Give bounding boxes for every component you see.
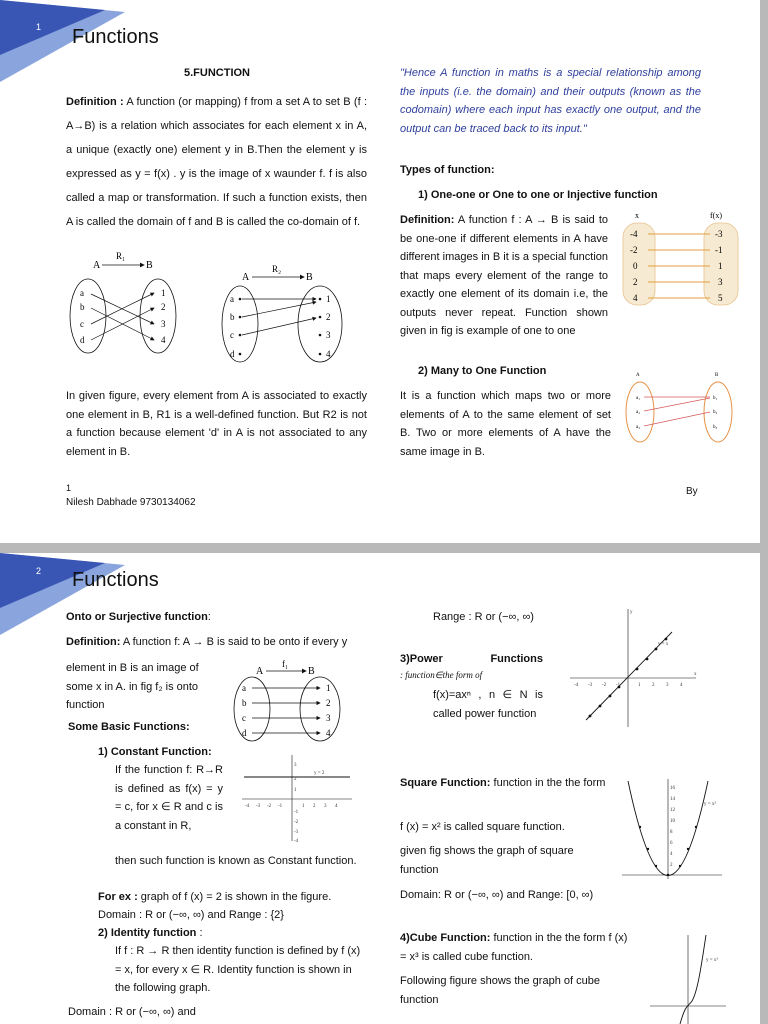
onto-right-4: 4: [326, 728, 331, 738]
square-text: function in the the form: [493, 777, 606, 789]
r1-right-1: 1: [161, 288, 166, 298]
r2-right-4: 4: [326, 349, 331, 359]
square-y-tick: 6: [670, 841, 673, 846]
cube-heading: 4)Cube Function:: [400, 932, 491, 944]
square-graph-text: given fig shows the graph of square function: [400, 845, 574, 876]
r1-label-r: R₁: [116, 251, 126, 261]
constant-y-tick: 2: [294, 777, 297, 782]
onto-heading: Onto or Surjective function: [66, 611, 208, 623]
one-one-label-fx: f(x): [710, 211, 722, 220]
cube-intro: [400, 929, 636, 966]
identity-x-tick: 1: [638, 683, 641, 688]
onto-heading-line: [66, 608, 211, 627]
square-y-tick: 16: [670, 786, 675, 791]
r2-label-a: A: [242, 272, 250, 283]
constant-x-tick: -3: [256, 804, 261, 809]
r1-right-3: 3: [161, 319, 166, 329]
one-one-left-3: 2: [633, 277, 638, 287]
identity-x-tick: 4: [680, 683, 683, 688]
constant-y-tick: -3: [294, 830, 299, 835]
identity-text: If f : R → R then identity function is defined by f (x) = x, for every x ∈ R. Identity function is shown in the following graph.: [115, 945, 361, 994]
onto-definition: [66, 633, 376, 652]
constant-graph-label: y = 2: [314, 771, 325, 776]
r2-label-b: B: [306, 272, 313, 283]
r1-right-4: 4: [161, 335, 166, 345]
r1-left-c: c: [80, 319, 84, 329]
power-sub: : function∈the form of: [400, 670, 483, 680]
square-y-tick: 4: [670, 852, 673, 857]
square-heading: Square Function:: [400, 777, 491, 789]
one-one-left-0: -4: [630, 229, 638, 239]
constant-function-graph: [232, 751, 357, 843]
relation-r2-diagram: [220, 262, 350, 372]
type1-heading: 1) One-one or One to one or Injective function: [418, 189, 658, 201]
many-one-right-0: b₁: [713, 396, 718, 401]
slide-title: Functions: [72, 569, 159, 591]
onto-right-3: 3: [326, 713, 331, 723]
type1-def-label: Definition:: [400, 214, 455, 226]
one-one-left-1: -2: [630, 245, 638, 255]
slide-title: Functions: [72, 26, 159, 48]
onto-def-text: A function f: A → B is said to be onto if every y: [122, 636, 348, 648]
power-heading: 3)Power Functions: [400, 653, 543, 665]
constant-x-tick: -1: [278, 804, 283, 809]
many-one-label-a: A: [636, 373, 640, 378]
onto-label-a: A: [256, 666, 264, 677]
constant-x-tick: 4: [335, 804, 338, 809]
square-y-tick: 2: [670, 863, 673, 868]
slide-2: [0, 553, 760, 1024]
onto-def-label: Definition:: [66, 636, 121, 648]
constant-x-tick: 2: [313, 804, 316, 809]
definition-label: Definition :: [66, 96, 124, 108]
onto-left-d: d: [242, 728, 247, 738]
r1-label-a: A: [93, 260, 101, 271]
r2-label-r: R₂: [272, 264, 282, 274]
constant-y-tick: -2: [294, 820, 299, 825]
constant-y-tick: 3: [294, 763, 297, 768]
many-one-right-2: b₃: [713, 425, 718, 430]
identity-x-tick: -4: [574, 683, 579, 688]
r1-left-b: b: [80, 302, 85, 312]
r2-left-c: c: [230, 330, 234, 340]
cube-text: function in the the form f (x) = x³ is called cube function.: [400, 932, 628, 963]
constant-example-text: graph of f (x) = 2 is shown in the figure.: [140, 891, 332, 903]
identity-domain: Domain : R or (−∞, ∞) and: [68, 1006, 196, 1018]
many-one-right-1: b₂: [713, 410, 718, 415]
square-y-tick: 8: [670, 830, 673, 835]
many-one-left-2: a₃: [636, 425, 640, 430]
r2-left-a: a: [230, 294, 234, 304]
identity-heading-line: [98, 924, 203, 943]
onto-def-text-2: element in B is an image of some x in A. in fig f₂ is onto function: [66, 662, 199, 711]
type1-definition: [400, 211, 608, 341]
constant-x-tick: -2: [267, 804, 272, 809]
onto-left-c: c: [242, 713, 246, 723]
figure-explanation: In given figure, every element from A is associated to exactly one element in B, R1 is a well-defined function. But R2 is not a function because element 'd' in A is not associated to any element in B.: [66, 390, 367, 458]
constant-text-1: If the function f: R→R is defined as f(x) = y = c, for x ∈ R and c is a constant in R,: [115, 764, 223, 832]
square-y-tick: 14: [670, 797, 675, 802]
one-one-left-2: 0: [633, 261, 638, 271]
square-y-tick: 12: [670, 808, 675, 813]
onto-label-f: f₁: [282, 659, 289, 669]
constant-heading: 1) Constant Function:: [98, 746, 212, 758]
constant-y-tick: -4: [294, 839, 299, 843]
onto-right-2: 2: [326, 698, 331, 708]
identity-x-tick: -2: [602, 683, 607, 688]
r2-right-3: 3: [326, 330, 331, 340]
r2-right-1: 1: [326, 294, 331, 304]
many-one-diagram: [620, 368, 740, 448]
square-formula: f (x) = x² is called square function.: [400, 821, 565, 833]
onto-colon: :: [207, 611, 211, 623]
square-y-tick: 10: [670, 819, 675, 824]
constant-x-tick: 1: [302, 804, 305, 809]
function-quote: "Hence A function in maths is a special relationship among the inputs (i.e. the domain) and their outputs (known as the codomain) where each input has exactly one output, and the output can be traced back to its input.": [400, 67, 701, 135]
one-one-diagram: [620, 208, 750, 308]
one-one-right-4: 5: [718, 293, 723, 303]
definition-paragraph: [66, 90, 367, 234]
constant-example: [98, 888, 331, 907]
onto-label-b: B: [308, 666, 315, 677]
r1-left-d: d: [80, 335, 85, 345]
type2-text: It is a function which maps two or more elements of A to the same element of set B. Two or more elements of A have the same image in B.: [400, 390, 611, 458]
section-heading: 5.FUNCTION: [184, 67, 250, 79]
one-one-right-1: -1: [715, 245, 723, 255]
power-formula: f(x)=axⁿ , n ∈ N is called power function: [433, 689, 543, 720]
onto-right-1: 1: [326, 683, 331, 693]
square-intro: [400, 774, 610, 793]
definition-text: A function (or mapping) f from a set A to set B (f : A→B) is a relation which associates for each element x in A, a unique (exactly one) element y in B.Then the element y is expressed as y = f(x) . y is the image of x waunder f. f is also called a map or transformation. If such a function exists, then A is called the domain of f and B is called the co-domain of f.: [66, 96, 367, 228]
one-one-right-3: 3: [718, 277, 723, 287]
many-one-left-0: a₁: [636, 396, 640, 401]
footer-author: Nilesh Dabhade 9730134062: [66, 497, 196, 508]
constant-example-label: For ex :: [98, 891, 138, 903]
identity-colon: :: [199, 927, 203, 939]
square-function-graph: [618, 775, 728, 887]
r1-label-b: B: [146, 260, 153, 271]
types-heading: Types of function:: [400, 164, 495, 176]
constant-y-tick: -1: [294, 810, 299, 815]
many-one-left-1: a₂: [636, 410, 640, 415]
footer-page-number: 1: [66, 483, 72, 493]
square-graph-label: y = x²: [704, 802, 716, 807]
one-one-right-2: 1: [718, 261, 723, 271]
constant-y-tick: 1: [294, 788, 297, 793]
identity-heading: 2) Identity function: [98, 927, 197, 939]
onto-diagram: [232, 659, 352, 745]
one-one-right-0: -3: [715, 229, 723, 239]
slide-corner-decoration: [0, 553, 130, 643]
basic-heading: Some Basic Functions:: [68, 721, 190, 733]
identity-x-tick: 3: [666, 683, 669, 688]
onto-left-a: a: [242, 683, 246, 693]
identity-x-tick: -3: [588, 683, 593, 688]
r1-left-a: a: [80, 288, 84, 298]
constant-text-2: then such function is known as Constant function.: [115, 855, 357, 867]
one-one-left-4: 4: [633, 293, 638, 303]
r2-left-b: b: [230, 312, 235, 322]
one-one-label-x: x: [635, 211, 639, 220]
constant-x-tick: -4: [245, 804, 250, 809]
identity-function-graph: [566, 605, 704, 730]
constant-x-tick: 3: [324, 804, 327, 809]
cube-graph-label: y = x³: [706, 958, 718, 963]
constant-domain: Domain : R or (−∞, ∞) and Range : {2}: [98, 909, 284, 921]
identity-graph-label: y = x: [658, 642, 669, 647]
slide-number: 1: [36, 22, 42, 32]
identity-x-tick: -1: [616, 683, 621, 688]
identity-axis-y: y: [630, 610, 633, 615]
footer-by: By: [686, 486, 698, 497]
type2-heading: 2) Many to One Function: [418, 365, 547, 377]
type1-def-text: A function f : A → B is said to be one-one if different elements in A have different images in B it is a special function that maps every element of the range to exactly one element of its domain i.e, the outputs never repeat. Function shown given in fig is example of one to one: [400, 214, 609, 337]
onto-left-b: b: [242, 698, 247, 708]
identity-range: Range : R or (−∞, ∞): [433, 611, 534, 623]
r1-right-2: 2: [161, 302, 166, 312]
cube-graph-text: Following figure shows the graph of cube function: [400, 975, 600, 1006]
many-one-label-b: B: [715, 373, 719, 378]
cube-function-graph: [648, 931, 728, 1024]
identity-x-tick: 2: [652, 683, 655, 688]
r2-left-d: d: [230, 349, 235, 359]
slide-number: 2: [36, 566, 42, 576]
r2-right-2: 2: [326, 312, 331, 322]
square-domain: Domain: R or (−∞, ∞) and Range: [0, ∞): [400, 889, 594, 901]
relation-r1-diagram: [66, 248, 186, 358]
identity-axis-x: x: [694, 672, 697, 677]
